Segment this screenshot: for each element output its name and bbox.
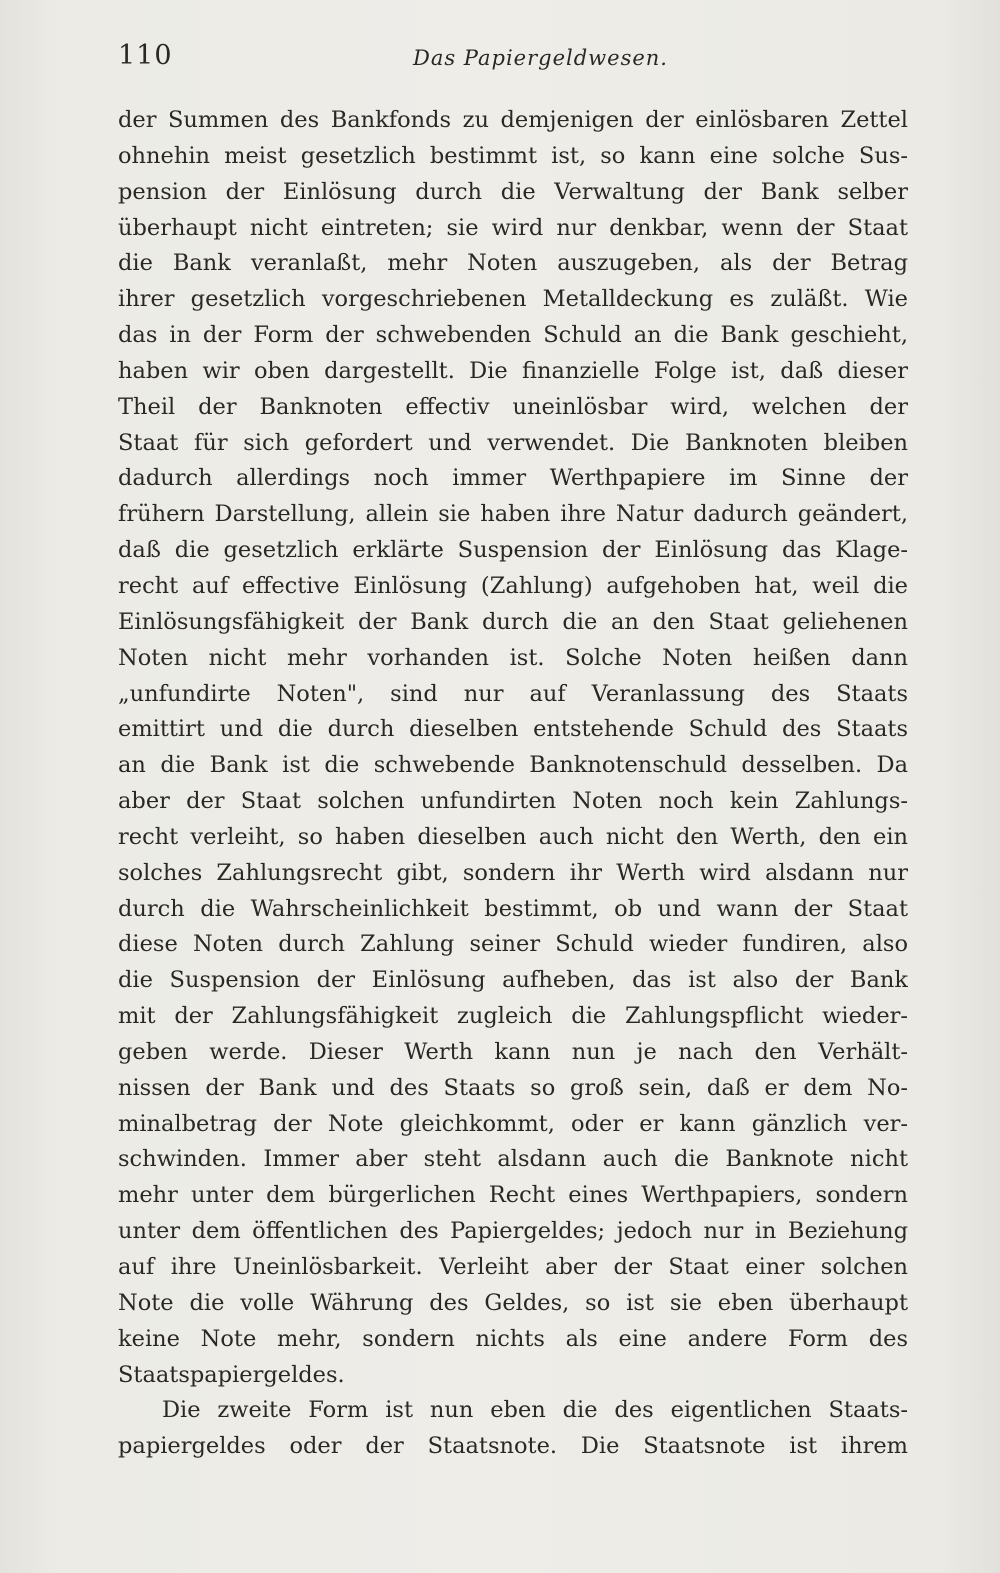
text-line: unter dem öffentlichen des Papiergeldes; jedoch nur in Beziehung [118,1218,908,1245]
text-line: haben wir oben dargestellt. Die finanzielle Folge ist, daß dieser [118,357,908,384]
body-text [118,103,908,1465]
text-line: solches Zahlungsrecht gibt, sondern ihr Werth wird alsdann nur [118,859,908,886]
text-line: diese Noten durch Zahlung seiner Schuld wieder fundiren, also [118,931,908,958]
text-line: die Suspension der Einlösung aufheben, das ist also der Bank [118,967,908,994]
text-line: das in der Form der schwebenden Schuld an die Bank geschieht, [118,322,908,349]
page-number: 110 [118,40,173,71]
text-line: mit der Zahlungsfähigkeit zugleich die Zahlungspflicht wieder- [118,1003,908,1030]
text-line: ohnehin meist gesetzlich bestimmt ist, so kann eine solche Sus- [118,142,908,169]
text-line: recht auf effective Einlösung (Zahlung) aufgehoben hat, weil die [118,572,908,599]
text-line: geben werde. Dieser Werth kann nun je nach den Verhält- [118,1038,908,1065]
text-line: frühern Darstellung, allein sie haben ihre Natur dadurch geändert, [118,501,908,528]
text-line: der Summen des Bankfonds zu demjenigen der einlösbaren Zettel [118,107,908,133]
text-line: emittirt und die durch dieselben entstehende Schuld des Staats [118,716,908,743]
text-line: minalbetrag der Note gleichkommt, oder er kann gänzlich ver- [118,1110,908,1137]
paragraph-end-line: Staatspapiergeldes. [118,1361,345,1388]
text-line: Theil der Banknoten effectiv uneinlösbar wird, welchen der [118,393,908,420]
text-line: Einlösungsfähigkeit der Bank durch die an den Staat geliehenen [118,608,908,635]
paragraph-start-line: Die zweite Form ist nun eben die des eigentlichen Staats- [162,1397,908,1424]
text-line: nissen der Bank und des Staats so groß sein, daß er dem No- [118,1074,908,1101]
running-title: Das Papiergeldwesen. [413,46,668,70]
text-line: aber der Staat solchen unfundirten Noten noch kein Zahlungs- [118,788,908,815]
text-line: Note die volle Währung des Geldes, so ist sie eben überhaupt [118,1289,908,1316]
text-line: durch die Wahrscheinlichkeit bestimmt, ob und wann der Staat [118,895,908,922]
text-line: papiergeldes oder der Staatsnote. Die Staatsnote ist ihrem [118,1433,908,1460]
text-line: recht verleiht, so haben dieselben auch nicht den Werth, den ein [118,823,908,850]
text-line: daß die gesetzlich erklärte Suspension der Einlösung das Klage- [118,537,908,564]
text-line: keine Note mehr, sondern nichts als eine andere Form des [118,1325,908,1352]
text-line: pension der Einlösung durch die Verwaltung der Bank selber [118,178,908,205]
text-line: die Bank veranlaßt, mehr Noten auszugeben, als der Betrag [118,250,908,277]
text-line: Staat für sich gefordert und verwendet. Die Banknoten bleiben [118,429,908,456]
text-line: überhaupt nicht eintreten; sie wird nur denkbar, wenn der Staat [118,214,908,241]
text-line: „unfundirte Noten", sind nur auf Veranlassung des Staats [118,680,908,707]
text-line: dadurch allerdings noch immer Werthpapiere im Sinne der [118,465,908,492]
text-line: ihrer gesetzlich vorgeschriebenen Metalldeckung es zuläßt. Wie [118,286,908,313]
running-head [118,40,908,80]
text-line: Noten nicht mehr vorhanden ist. Solche Noten heißen dann [118,644,908,671]
text-line: an die Bank ist die schwebende Banknotenschuld desselben. Da [118,752,908,779]
text-line: mehr unter dem bürgerlichen Recht eines Werthpapiers, sondern [118,1182,908,1209]
text-line: auf ihre Uneinlösbarkeit. Verleiht aber der Staat einer solchen [118,1254,908,1280]
text-line: schwinden. Immer aber steht alsdann auch die Banknote nicht [118,1146,908,1173]
